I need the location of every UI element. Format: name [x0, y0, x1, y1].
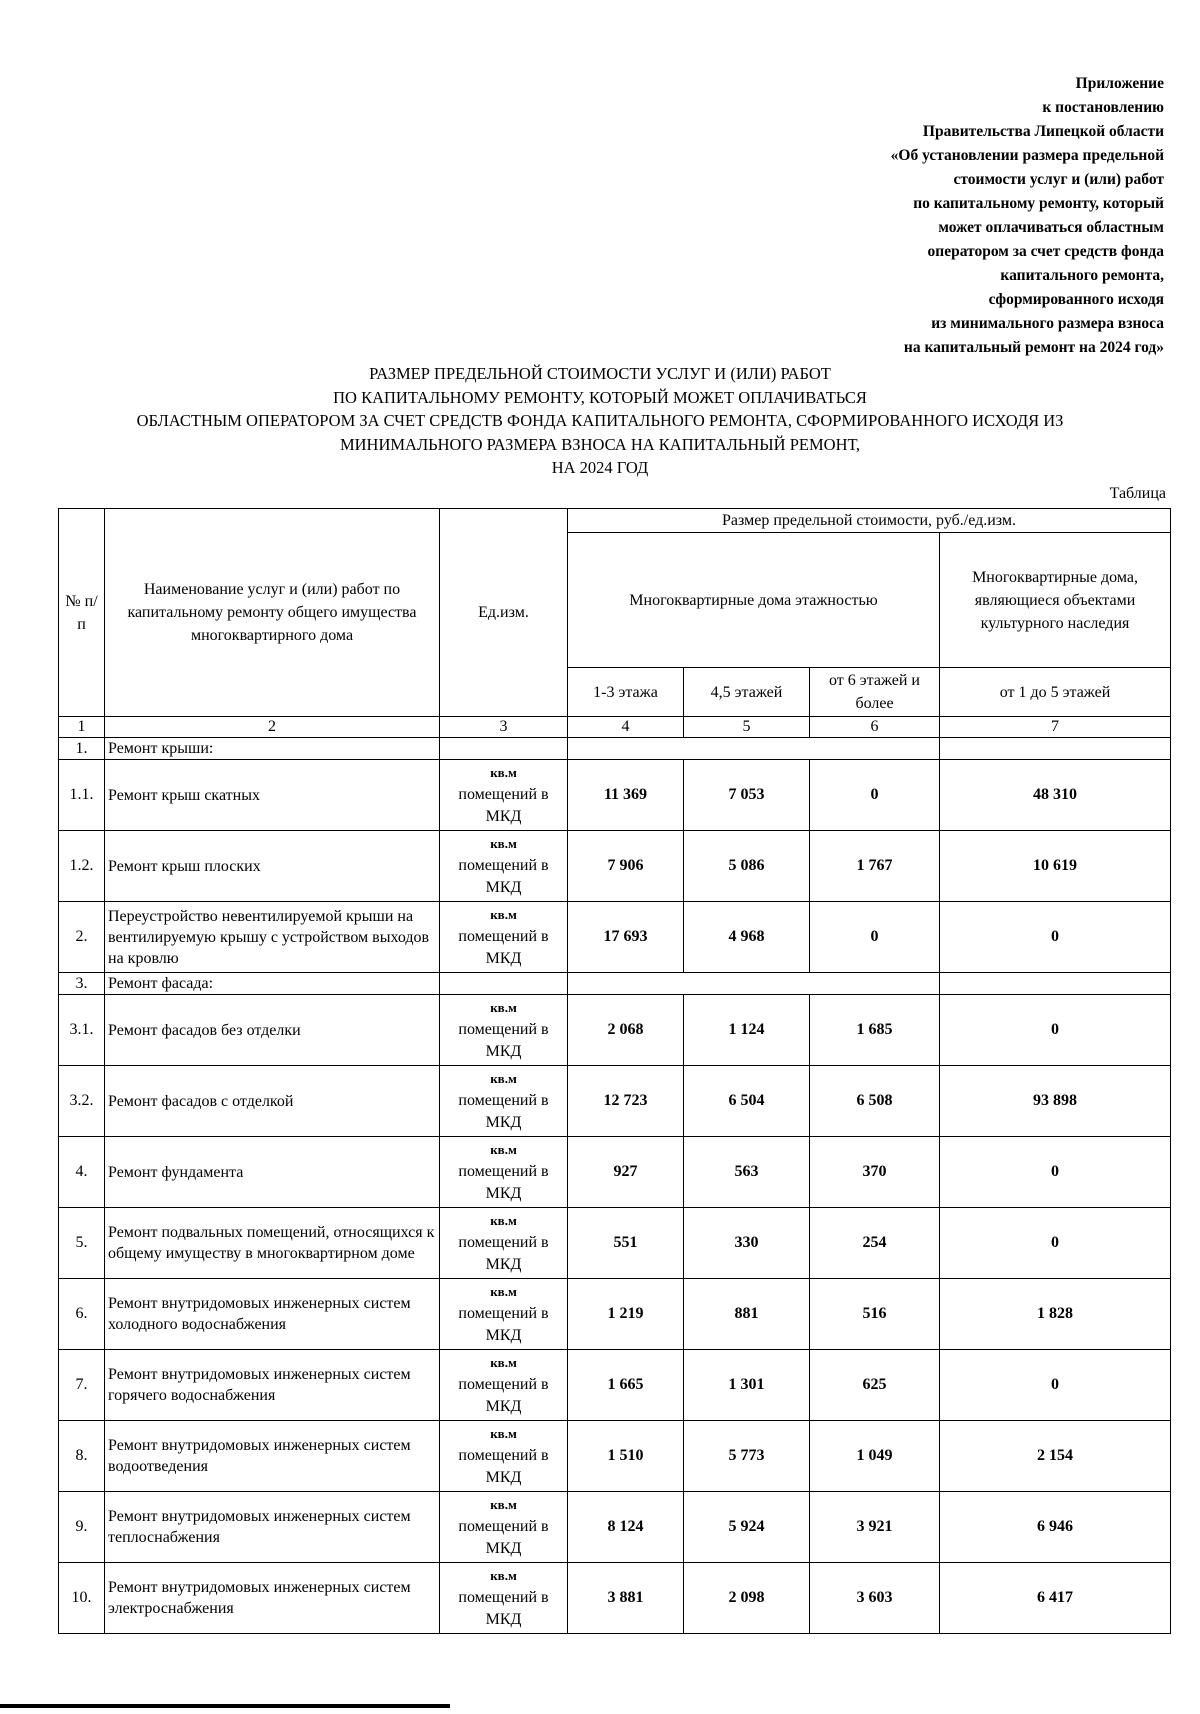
unit-mid: помещений в	[458, 1376, 549, 1393]
unit-bottom: МКД	[485, 1043, 522, 1060]
value-floors-1-3: 17 693	[568, 902, 684, 973]
row-name: Ремонт крыш плоских	[105, 831, 440, 902]
unit-top: кв.м	[490, 1213, 517, 1228]
unit-mid: помещений в	[458, 1589, 549, 1606]
value-floors-6-plus: 3 921	[810, 1492, 940, 1563]
header-heritage-floors: от 1 до 5 этажей	[940, 668, 1171, 717]
value-heritage: 48 310	[940, 760, 1171, 831]
row-number: 4.	[59, 1137, 105, 1208]
value-floors-6-plus: 3 603	[810, 1563, 940, 1634]
unit-mid: помещений в	[458, 1234, 549, 1251]
value-floors-1-3: 927	[568, 1137, 684, 1208]
value-heritage: 10 619	[940, 831, 1171, 902]
unit-bottom: МКД	[485, 1611, 522, 1628]
appendix-line: стоимости услуг и (или) работ	[953, 171, 1164, 188]
value-heritage: 0	[940, 1137, 1171, 1208]
unit-bottom: МКД	[485, 1398, 522, 1415]
col-number: 4	[568, 717, 684, 738]
value-floors-4-5: 1 301	[684, 1350, 810, 1421]
unit-top: кв.м	[490, 1284, 517, 1299]
header-name: Наименование услуг и (или) работ по капитальному ремонту общего имущества многоквартирного дома	[105, 509, 440, 717]
unit-bottom: МКД	[485, 1540, 522, 1557]
value-floors-4-5: 7 053	[684, 760, 810, 831]
row-number: 10.	[59, 1563, 105, 1634]
value-floors-4-5: 563	[684, 1137, 810, 1208]
row-unit	[440, 1279, 568, 1350]
row-unit	[440, 1563, 568, 1634]
row-name: Ремонт фасада:	[105, 973, 440, 995]
appendix-line: может оплачиваться областным	[938, 219, 1164, 236]
value-floors-4-5: 5 924	[684, 1492, 810, 1563]
value-floors-1-3: 8 124	[568, 1492, 684, 1563]
unit-bottom: МКД	[485, 950, 522, 967]
empty-cell	[568, 738, 940, 760]
table-row	[59, 1492, 1171, 1563]
value-floors-6-plus: 1 767	[810, 831, 940, 902]
row-unit	[440, 995, 568, 1066]
unit-top: кв.м	[490, 1000, 517, 1015]
table-row	[59, 760, 1171, 831]
unit-bottom: МКД	[485, 1469, 522, 1486]
unit-mid: помещений в	[458, 1518, 549, 1535]
unit-mid: помещений в	[458, 1021, 549, 1038]
value-heritage: 6 946	[940, 1492, 1171, 1563]
unit-mid: помещений в	[458, 1163, 549, 1180]
row-number: 3.2.	[59, 1066, 105, 1137]
appendix-line: «Об установлении размера предельной	[890, 147, 1164, 164]
row-unit	[440, 760, 568, 831]
value-heritage: 6 417	[940, 1563, 1171, 1634]
empty-cell	[940, 738, 1171, 760]
value-floors-6-plus: 1 049	[810, 1421, 940, 1492]
value-floors-6-plus: 6 508	[810, 1066, 940, 1137]
cost-table	[58, 508, 1171, 1634]
row-unit	[440, 1350, 568, 1421]
unit-top: кв.м	[490, 1142, 517, 1157]
table-row	[59, 902, 1171, 973]
title-line: МИНИМАЛЬНОГО РАЗМЕРА ВЗНОСА НА КАПИТАЛЬНЫЙ РЕМОНТ,	[339, 434, 861, 454]
header-cost-group: Размер предельной стоимости, руб./ед.изм.	[568, 509, 1171, 533]
appendix-line: капитального ремонта,	[1000, 267, 1164, 284]
row-number: 2.	[59, 902, 105, 973]
section-row	[59, 738, 1171, 760]
col-number: 3	[440, 717, 568, 738]
header-floors-1-3: 1-3 этажа	[568, 668, 684, 717]
value-floors-1-3: 12 723	[568, 1066, 684, 1137]
table-label: Таблица	[1109, 485, 1166, 502]
header-floors-group: Многоквартирные дома этажностью	[568, 533, 940, 668]
row-name: Ремонт подвальных помещений, относящихся к общему имуществу в многоквартирном доме	[105, 1208, 440, 1279]
value-floors-1-3: 3 881	[568, 1563, 684, 1634]
value-floors-6-plus: 370	[810, 1137, 940, 1208]
row-name: Ремонт внутридомовых инженерных систем водоотведения	[105, 1421, 440, 1492]
table-row	[59, 995, 1171, 1066]
empty-cell	[440, 738, 568, 760]
appendix-line: Правительства Липецкой области	[922, 123, 1164, 140]
table-row	[59, 1279, 1171, 1350]
unit-mid: помещений в	[458, 1447, 549, 1464]
unit-bottom: МКД	[485, 1185, 522, 1202]
title-line: НА 2024 ГОД	[551, 458, 649, 477]
header-num: № п/п	[59, 509, 105, 717]
unit-top: кв.м	[490, 1355, 517, 1370]
value-heritage: 0	[940, 1208, 1171, 1279]
value-floors-1-3: 1 510	[568, 1421, 684, 1492]
value-floors-4-5: 4 968	[684, 902, 810, 973]
table-row	[59, 1350, 1171, 1421]
page-bottom-rule	[0, 1704, 450, 1708]
row-number: 8.	[59, 1421, 105, 1492]
unit-bottom: МКД	[485, 808, 522, 825]
value-floors-6-plus: 0	[810, 902, 940, 973]
value-floors-4-5: 881	[684, 1279, 810, 1350]
row-name: Ремонт внутридомовых инженерных систем теплоснабжения	[105, 1492, 440, 1563]
row-unit	[440, 902, 568, 973]
table-row	[59, 1421, 1171, 1492]
col-number: 7	[940, 717, 1171, 738]
table-row	[59, 1208, 1171, 1279]
row-number: 1.2.	[59, 831, 105, 902]
value-floors-1-3: 11 369	[568, 760, 684, 831]
value-floors-6-plus: 254	[810, 1208, 940, 1279]
empty-cell	[940, 973, 1171, 995]
value-floors-6-plus: 516	[810, 1279, 940, 1350]
unit-bottom: МКД	[485, 1256, 522, 1273]
value-floors-4-5: 6 504	[684, 1066, 810, 1137]
value-heritage: 1 828	[940, 1279, 1171, 1350]
appendix-line: сформированного исходя	[988, 291, 1164, 308]
row-unit	[440, 1421, 568, 1492]
appendix-line: из минимального размера взноса	[931, 315, 1164, 332]
empty-cell	[440, 973, 568, 995]
title-line: ОБЛАСТНЫМ ОПЕРАТОРОМ ЗА СЧЕТ СРЕДСТВ ФОНДА КАПИТАЛЬНОГО РЕМОНТА, СФОРМИРОВАННОГО ИСХОДЯ ИЗ	[136, 411, 1064, 430]
appendix-line: оператором за счет средств фонда	[927, 243, 1164, 260]
value-heritage: 0	[940, 995, 1171, 1066]
row-name: Переустройство невентилируемой крыши на вентилируемую крышу с устройством выходов на кровлю	[105, 902, 440, 973]
value-heritage: 93 898	[940, 1066, 1171, 1137]
appendix-header	[744, 72, 1164, 360]
value-floors-1-3: 2 068	[568, 995, 684, 1066]
unit-top: кв.м	[490, 1071, 517, 1086]
row-name: Ремонт внутридомовых инженерных систем горячего водоснабжения	[105, 1350, 440, 1421]
row-number: 6.	[59, 1279, 105, 1350]
unit-top: кв.м	[490, 1568, 517, 1583]
value-floors-1-3: 1 219	[568, 1279, 684, 1350]
table-row	[59, 1137, 1171, 1208]
value-floors-4-5: 2 098	[684, 1563, 810, 1634]
row-number: 5.	[59, 1208, 105, 1279]
empty-cell	[568, 973, 940, 995]
value-floors-4-5: 1 124	[684, 995, 810, 1066]
header-floors-4-5: 4,5 этажей	[684, 668, 810, 717]
row-name: Ремонт внутридомовых инженерных систем электроснабжения	[105, 1563, 440, 1634]
row-number: 9.	[59, 1492, 105, 1563]
row-unit	[440, 1492, 568, 1563]
row-number: 1.1.	[59, 760, 105, 831]
value-heritage: 0	[940, 902, 1171, 973]
table-row	[59, 831, 1171, 902]
unit-mid: помещений в	[458, 786, 549, 803]
row-unit	[440, 1208, 568, 1279]
unit-mid: помещений в	[458, 1092, 549, 1109]
unit-mid: помещений в	[458, 857, 549, 874]
unit-mid: помещений в	[458, 1305, 549, 1322]
value-floors-6-plus: 0	[810, 760, 940, 831]
value-heritage: 0	[940, 1350, 1171, 1421]
section-row	[59, 973, 1171, 995]
document-title	[40, 362, 1160, 480]
value-heritage: 2 154	[940, 1421, 1171, 1492]
row-name: Ремонт фасадов с отделкой	[105, 1066, 440, 1137]
row-number: 3.	[59, 973, 105, 995]
header-floors-6-plus: от 6 этажей и более	[810, 668, 940, 717]
value-floors-1-3: 7 906	[568, 831, 684, 902]
value-floors-1-3: 1 665	[568, 1350, 684, 1421]
appendix-line: на капитальный ремонт на 2024 год»	[903, 339, 1164, 356]
unit-top: кв.м	[490, 1426, 517, 1441]
row-name: Ремонт фасадов без отделки	[105, 995, 440, 1066]
unit-top: кв.м	[490, 907, 517, 922]
unit-top: кв.м	[490, 836, 517, 851]
row-name: Ремонт внутридомовых инженерных систем холодного водоснабжения	[105, 1279, 440, 1350]
value-floors-4-5: 5 773	[684, 1421, 810, 1492]
row-number: 1.	[59, 738, 105, 760]
row-unit	[440, 1137, 568, 1208]
appendix-line: к постановлению	[1042, 99, 1164, 116]
col-number: 5	[684, 717, 810, 738]
header-heritage: Многоквартирные дома, являющиеся объектами культурного наследия	[940, 533, 1171, 668]
table-row	[59, 1563, 1171, 1634]
title-line: ПО КАПИТАЛЬНОМУ РЕМОНТУ, КОТОРЫЙ МОЖЕТ ОПЛАЧИВАТЬСЯ	[333, 387, 867, 407]
table-row	[59, 1066, 1171, 1137]
row-name: Ремонт крыш скатных	[105, 760, 440, 831]
value-floors-6-plus: 1 685	[810, 995, 940, 1066]
row-unit	[440, 1066, 568, 1137]
col-number: 1	[59, 717, 105, 738]
unit-top: кв.м	[490, 765, 517, 780]
col-number: 6	[810, 717, 940, 738]
header-unit: Ед.изм.	[440, 509, 568, 717]
unit-bottom: МКД	[485, 879, 522, 896]
title-line: РАЗМЕР ПРЕДЕЛЬНОЙ СТОИМОСТИ УСЛУГ И (ИЛИ) РАБОТ	[369, 364, 831, 383]
unit-top: кв.м	[490, 1497, 517, 1512]
value-floors-4-5: 330	[684, 1208, 810, 1279]
value-floors-1-3: 551	[568, 1208, 684, 1279]
appendix-line: по капитальному ремонту, который	[913, 195, 1164, 212]
unit-bottom: МКД	[485, 1114, 522, 1131]
row-name: Ремонт крыши:	[105, 738, 440, 760]
appendix-line: Приложение	[1075, 75, 1164, 92]
value-floors-4-5: 5 086	[684, 831, 810, 902]
unit-mid: помещений в	[458, 928, 549, 945]
row-number: 7.	[59, 1350, 105, 1421]
value-floors-6-plus: 625	[810, 1350, 940, 1421]
row-unit	[440, 831, 568, 902]
col-number: 2	[105, 717, 440, 738]
unit-bottom: МКД	[485, 1327, 522, 1344]
row-number: 3.1.	[59, 995, 105, 1066]
row-name: Ремонт фундамента	[105, 1137, 440, 1208]
